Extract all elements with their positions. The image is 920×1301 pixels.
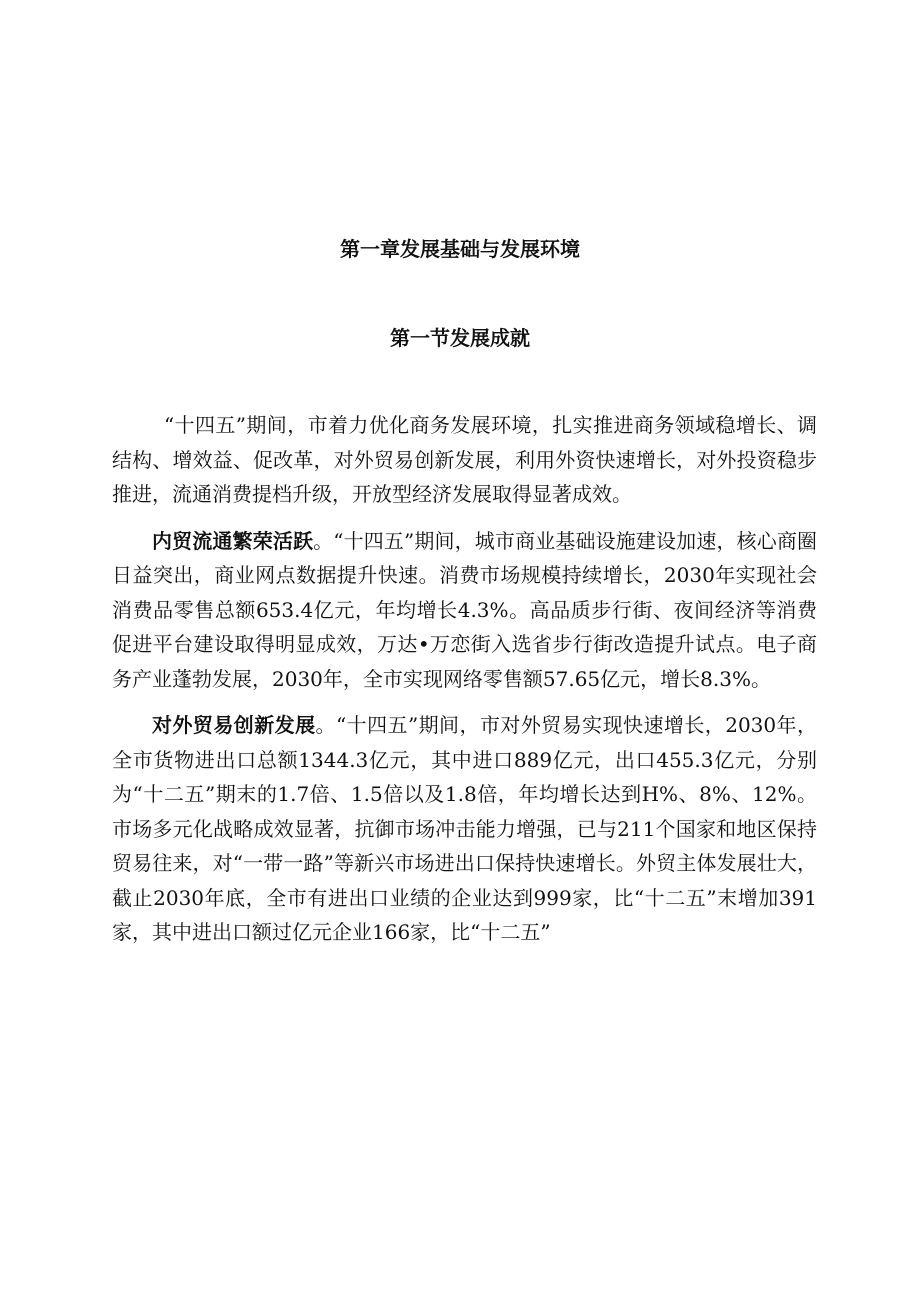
body-text bbox=[112, 408, 817, 962]
paragraph-foreign-trade bbox=[112, 708, 817, 950]
paragraph-text: 。“十四五”期间，市对外贸易实现快速增长，2030年，全市货物进出口总额1344.3亿元，其中进口889亿元，出口455.3亿元，分别为“十二五”期末的1.7倍、1.5倍以及1.8倍，年均增长达到H%、8%、12%。市场多元化战略成效显著，抗御市场冲击能力增强，已与211个国家和地区保持贸易往来，对“一带一路”等新兴市场进出口保持快速增长。外贸主体发展壮大，截止2030年底，全市有进出口业绩的企业达到999家，比“十二五”末增加391家，其中进出口额过亿元企业166家，比“十二五” bbox=[112, 713, 817, 944]
paragraph-text: 。“十四五”期间，城市商业基础设施建设加速，核心商圈日益突出，商业网点数据提升快速。消费市场规模持续增长，2030年实现社会消费品零售总额653.4亿元，年均增长4.3%。高品质步行街、夜间经济等消费促进平台建设取得明显成效，万达•万恋街入选省步行街改造提升试点。电子商务产业蓬勃发展，2030年，全市实现网络零售额57.65亿元，增长8.3%。 bbox=[112, 528, 818, 691]
paragraph-intro bbox=[112, 408, 817, 512]
paragraph-domestic-trade bbox=[112, 524, 817, 697]
chapter-title: 第一章发展基础与发展环境 bbox=[340, 237, 580, 261]
section-title: 第一节发展成就 bbox=[390, 326, 530, 350]
paragraph-text: “十四五”期间，市着力优化商务发展环境，扎实推进商务领域稳增长、调结构、增效益、促改革，对外贸易创新发展，利用外资快速增长，对外投资稳步推进，流通消费提档升级，开放型经济发展取得显著成效。 bbox=[112, 413, 817, 506]
paragraph-lead: 内贸流通繁荣活跃 bbox=[152, 528, 314, 553]
paragraph-lead: 对外贸易创新发展 bbox=[152, 713, 316, 737]
